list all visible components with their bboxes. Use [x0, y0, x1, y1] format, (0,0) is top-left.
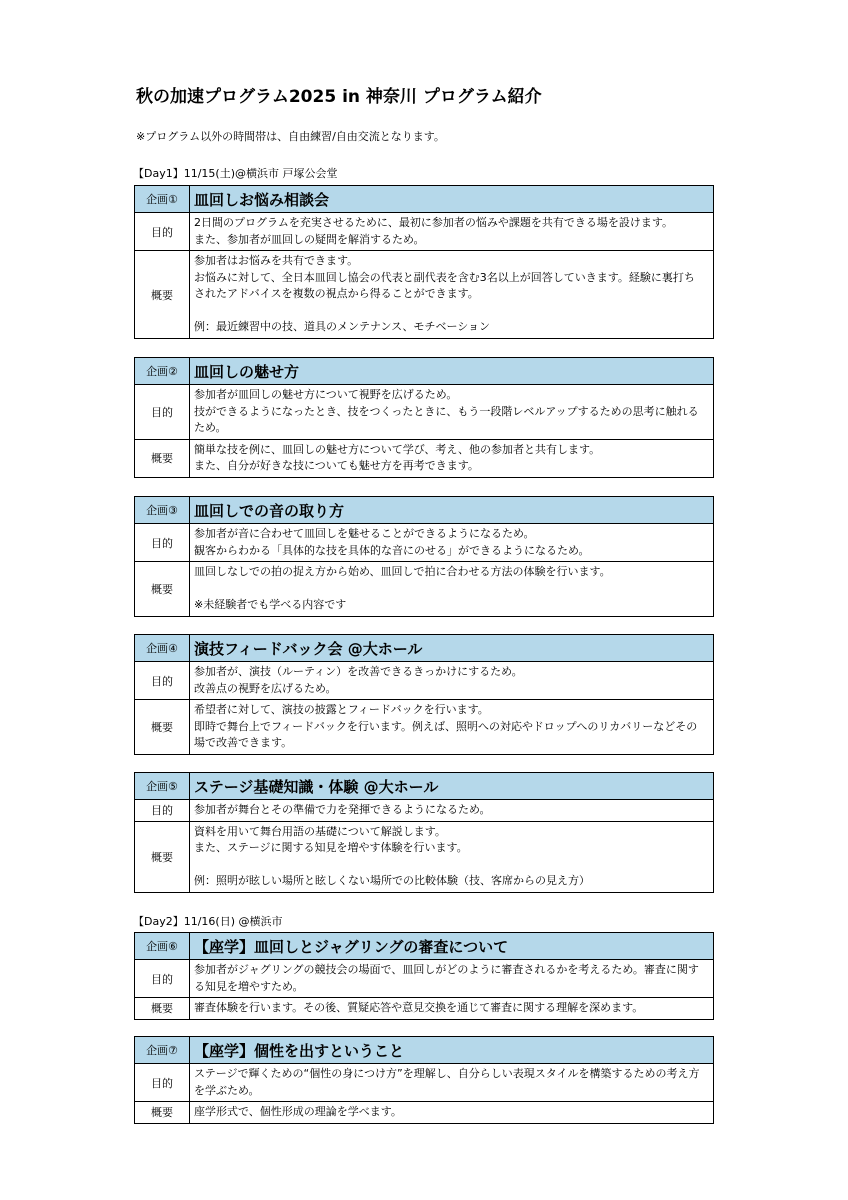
- program-table: [134, 357, 714, 478]
- purpose-line: 観客からわかる「具体的な技を具体的な音にのせる」ができるようになるため。: [194, 543, 590, 557]
- summary-text: [190, 562, 714, 617]
- purpose-label: 目的: [135, 524, 190, 562]
- purpose-line: ステージで輝くための“個性の身につけ方”を理解し、自分らしい表現スタイルを構築するための考え方: [194, 1067, 700, 1080]
- summary-line: 簡単な技を例に、皿回しの魅せ方について学び、考え、他の参加者と共有します。: [194, 442, 601, 456]
- summary-line: 場で改善できます。: [194, 736, 293, 749]
- program-title: 【座学】個性を出すということ: [190, 1037, 714, 1064]
- purpose-text: [190, 960, 714, 998]
- purpose-text: [190, 800, 714, 822]
- summary-line: また、自分が好きな技についても魅せ方を再考できます。: [194, 459, 479, 472]
- purpose-line: ため。: [194, 421, 227, 434]
- summary-line: 即時で舞台上でフィードバックを行います。例えば、照明への対応やドロップへのリカバリーなどその: [194, 719, 698, 733]
- purpose-label: 目的: [135, 960, 190, 998]
- purpose-label: 目的: [135, 662, 190, 700]
- purpose-line: 2日間のプログラムを充実させるために、最初に参加者の悩みや課題を共有できる場を設けます。: [194, 216, 674, 229]
- day1-label: 【Day1】11/15(土)@横浜市 戸塚公会堂: [133, 167, 338, 180]
- summary-label: 概要: [135, 251, 190, 339]
- program-table: [134, 496, 714, 617]
- purpose-label: 目的: [135, 1064, 190, 1102]
- summary-label: 概要: [135, 562, 190, 617]
- purpose-line: 参加者が皿回しの魅せ方について視野を広げるため。: [194, 388, 458, 401]
- summary-label: 概要: [135, 998, 190, 1020]
- summary-label: 概要: [135, 821, 190, 892]
- day2-label: 【Day2】11/16(日) @横浜市: [133, 915, 283, 928]
- summary-line: お悩みに対して、全日本皿回し協会の代表と副代表を含む3名以上が回答していきます。経験に裏打ち: [194, 270, 695, 284]
- purpose-line: また、参加者が皿回しの疑問を解消するため。: [194, 232, 425, 246]
- summary-line: 例：照明が眩しい場所と眩しくない場所での比較体験（技、客席からの見え方）: [194, 874, 590, 887]
- summary-text: [190, 439, 714, 477]
- purpose-line: を学ぶため。: [194, 1083, 260, 1097]
- summary-label: 概要: [135, 439, 190, 477]
- summary-text: [190, 251, 714, 339]
- purpose-line: 技ができるようになったとき、技をつくったときに、もう一段階レベルアップするための思考に触れる: [194, 404, 699, 418]
- program-title: 皿回しお悩み相談会: [190, 186, 714, 213]
- program-title: 【座学】皿回しとジャグリングの審査について: [190, 933, 714, 960]
- program-table: [134, 185, 714, 339]
- summary-label: 概要: [135, 700, 190, 755]
- summary-line: されたアドバイスを複数の視点から得ることができます。: [194, 287, 479, 300]
- program-number: 企画⑦: [135, 1037, 190, 1064]
- program-title: 演技フィードバック会 @大ホール: [190, 635, 714, 662]
- summary-line: 審査体験を行います。その後、質疑応答や意見交換を通じて審査に関する理解を深めます。: [194, 1001, 644, 1014]
- program-number: 企画③: [135, 497, 190, 524]
- summary-line: 希望者に対して、演技の披露とフィードバックを行います。: [194, 703, 489, 716]
- program-number: 企画②: [135, 358, 190, 385]
- purpose-line: 参加者がジャグリングの競技会の場面で、皿回しがどのように審査されるかを考えるため。審査に関す: [194, 963, 699, 976]
- summary-line: 例：最近練習中の技、道具のメンテナンス、モチベーション: [194, 320, 491, 333]
- purpose-text: [190, 213, 714, 251]
- purpose-label: 目的: [135, 800, 190, 822]
- summary-text: [190, 998, 714, 1020]
- purpose-text: [190, 1064, 714, 1102]
- purpose-text: [190, 385, 714, 440]
- summary-text: [190, 700, 714, 755]
- summary-line: 資料を用いて舞台用語の基礎について解説します。: [194, 824, 446, 838]
- summary-line: ※未経験者でも学べる内容です: [194, 598, 347, 611]
- purpose-line: る知見を増やすため。: [194, 979, 304, 993]
- purpose-line: 参加者が音に合わせて皿回しを魅せることができるようになるため。: [194, 527, 535, 540]
- program-number: 企画⑥: [135, 933, 190, 960]
- schedule-note: ※プログラム以外の時間帯は、自由練習/自由交流となります。: [136, 130, 445, 143]
- summary-line: 座学形式で、個性形成の理論を学べます。: [194, 1105, 402, 1118]
- purpose-label: 目的: [135, 385, 190, 440]
- program-table: [134, 634, 714, 755]
- summary-line: 参加者はお悩みを共有できます。: [194, 254, 359, 267]
- purpose-line: 改善点の視野を広げるため。: [194, 681, 337, 695]
- program-number: 企画①: [135, 186, 190, 213]
- program-number: 企画⑤: [135, 773, 190, 800]
- summary-line: また、ステージに関する知見を増やす体験を行います。: [194, 841, 468, 854]
- summary-text: [190, 1102, 714, 1124]
- program-table: [134, 1036, 714, 1124]
- program-title: 皿回しでの音の取り方: [190, 497, 714, 524]
- purpose-text: [190, 524, 714, 562]
- summary-label: 概要: [135, 1102, 190, 1124]
- purpose-label: 目的: [135, 213, 190, 251]
- purpose-text: [190, 662, 714, 700]
- purpose-line: 参加者が、演技（ルーティン）を改善できるきっかけにするため。: [194, 665, 523, 678]
- program-table: [134, 932, 714, 1020]
- purpose-line: 参加者が舞台とその準備で力を発揮できるようになるため。: [194, 803, 491, 816]
- page-title: 秋の加速プログラム2025 in 神奈川 プログラム紹介: [136, 87, 542, 107]
- summary-text: [190, 821, 714, 892]
- summary-line: 皿回しなしでの拍の捉え方から始め、皿回しで拍に合わせる方法の体験を行います。: [194, 565, 611, 578]
- program-title: 皿回しの魅せ方: [190, 358, 714, 385]
- program-table: [134, 772, 714, 893]
- program-title: ステージ基礎知識・体験 @大ホール: [190, 773, 714, 800]
- program-number: 企画④: [135, 635, 190, 662]
